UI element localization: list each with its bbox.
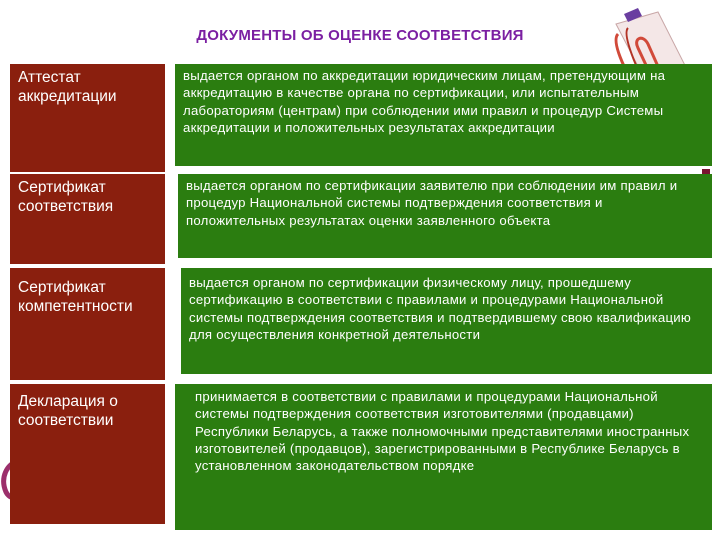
description-text: выдается органом по аккредитации юридическим лицам, претендующим на аккредитацию в качестве органа по сертификации, или испытательным лабораториям (центрам) при соблюдении ими правил и процедур Системы аккредитации и положительных результатах аккредитации xyxy=(183,68,666,135)
term-label: Сертификат соответствия xyxy=(18,179,114,215)
description-conformity-certificate xyxy=(178,174,712,258)
term-label: Декларация о соответствии xyxy=(18,393,118,429)
description-text: принимается в соответствии с правилами и процедурами Национальной системы подтверждения соответствия изготовителями (продавцами) Республики Беларусь, а также полномочными представителями иностранных изготовителей (продавцов), зарегистрированными в Республике Беларусь в установленном законодательством порядке xyxy=(195,389,690,474)
term-label: Сертификат компетентности xyxy=(18,279,133,315)
description-accreditation-certificate xyxy=(175,64,712,166)
term-label: Аттестат аккредитации xyxy=(18,69,117,105)
term-competence-certificate xyxy=(10,268,165,380)
term-accreditation-certificate xyxy=(10,64,165,172)
term-conformity-certificate xyxy=(10,174,165,264)
description-text: выдается органом по сертификации заявителю при соблюдении им правил и процедур Национальной системы подтверждения соответствия и положительных результатах оценки заявленного объекта xyxy=(186,178,678,228)
term-conformity-declaration xyxy=(10,384,165,524)
page-title: ДОКУМЕНТЫ ОБ ОЦЕНКЕ СООТВЕТСТВИЯ xyxy=(196,27,524,44)
description-text: выдается органом по сертификации физическому лицу, прошедшему сертификацию в соответствии с правилами и процедурами Национальной системы подтверждения соответствия и подтвердившему свою квалификацию для осуществления конкретной деятельности xyxy=(189,275,692,342)
description-competence-certificate xyxy=(181,268,712,374)
description-conformity-declaration xyxy=(175,384,712,530)
